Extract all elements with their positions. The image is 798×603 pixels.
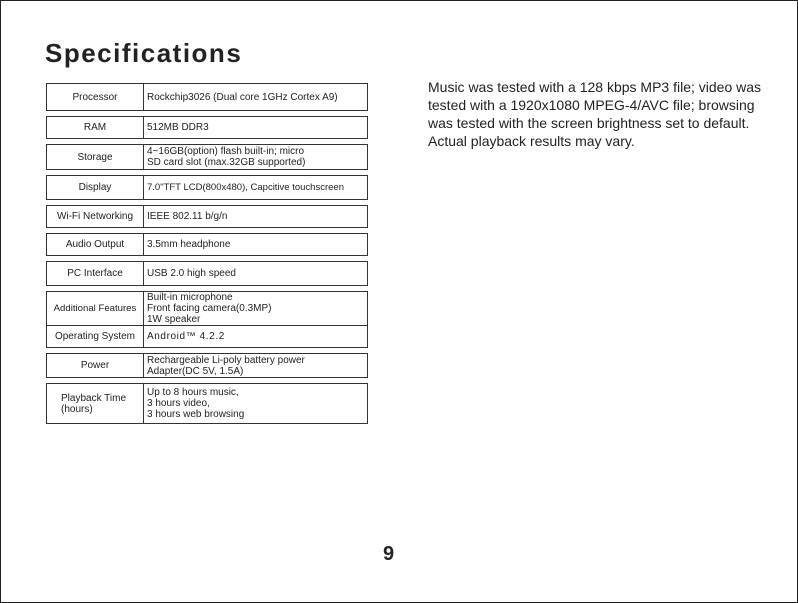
spec-label [47,384,144,424]
spec-label: PC Interface [47,262,144,286]
spec-value-line: Up to 8 hours music, [147,387,239,398]
spec-value [144,206,368,228]
spec-value [144,234,368,256]
spec-value [144,117,368,139]
spec-value-line: Adapter(DC 5V, 1.5A) [147,365,244,377]
spec-row-pc-interface [47,262,368,286]
spec-value [144,262,368,286]
spec-value-line: IEEE 802.11 b/g/n [147,211,228,222]
spec-value-line: Rockchip3026 (Dual core 1GHz Cortex A9) [147,91,338,103]
spec-value [144,292,368,326]
spec-label: RAM [47,117,144,139]
spec-label: Additional Features [47,292,144,326]
spec-row-audio-output [47,234,368,256]
page-number: 9 [383,543,395,565]
spec-row-additional-features [47,292,368,326]
spec-value-line: 3 hours web browsing [147,409,245,420]
spec-value-line: SD card slot (max.32GB supported) [147,157,306,168]
spec-label: Processor [47,84,144,111]
spec-label-line: Playback Time [61,392,127,404]
spec-value-line: 3.5mm headphone [147,239,231,250]
spec-value-line: Built-in microphone [147,292,233,303]
spec-value [144,384,368,424]
spec-value [144,326,368,348]
spec-row-ram [47,117,368,139]
spec-label: Display [47,176,144,200]
spec-row-processor [47,84,368,111]
spec-label: Wi-Fi Networking [47,206,144,228]
spec-value-line: 3 hours video, [147,398,210,409]
spec-value-line: Android™ 4.2.2 [147,331,225,342]
page-title: Specifications [45,38,243,68]
spec-label: Power [47,354,144,378]
spec-row-operating-system [47,326,368,348]
spec-value [144,176,368,200]
spec-value-line: Rechargeable Li-poly battery power [147,354,305,366]
spec-value-line: 1W speaker [147,314,201,325]
spec-row-playback-time [47,384,368,424]
spec-label: Operating System [47,326,144,348]
spec-value [144,84,368,111]
spec-value-line: 7.0"TFT LCD(800x480), Capcitive touchscreen [147,182,344,193]
specifications-table [46,83,368,424]
spec-value-line: USB 2.0 high speed [147,268,236,279]
spec-label: Audio Output [47,234,144,256]
spec-row-wifi [47,206,368,228]
spec-value-line: 4~16GB(option) flash built-in; micro [147,146,305,157]
spec-row-power [47,354,368,378]
spec-row-display [47,176,368,200]
spec-row-storage [47,145,368,170]
spec-value [144,145,368,170]
spec-value-line: Front facing camera(0.3MP) [147,303,272,314]
spec-label: Storage [47,145,144,170]
playback-test-note: Music was tested with a 128 kbps MP3 file; video was tested with a 1920x1080 MPEG-4/AVC file; browsing was tested with the screen brightness set to default. Actual playback results may vary. [428,79,762,149]
spec-value-line: 512MB DDR3 [147,122,209,133]
spec-value [144,354,368,378]
spec-label-line: (hours) [61,403,93,415]
